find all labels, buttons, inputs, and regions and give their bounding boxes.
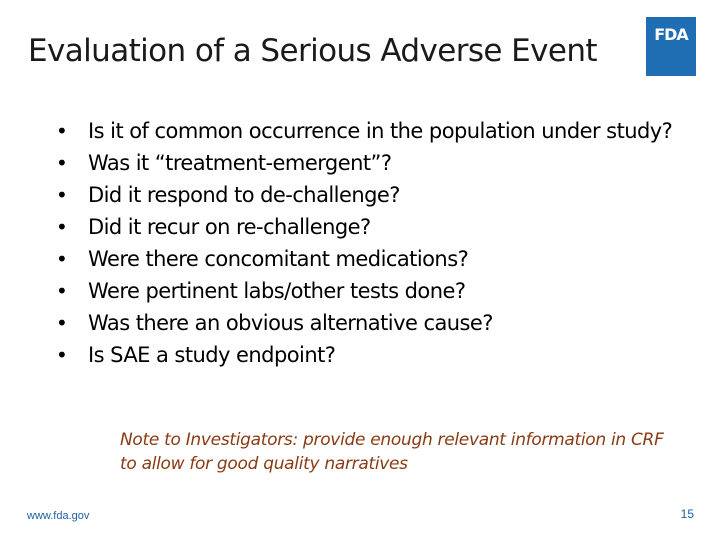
bullet-item: • Did it respond to de-challenge? <box>56 182 696 209</box>
investigator-note: Note to Investigators: provide enough relevant information in CRF to allow for good quality narratives <box>120 430 664 474</box>
bullet-list <box>56 118 696 374</box>
bullet-item: • Is it of common occurrence in the population under study? <box>56 118 696 145</box>
bullet-item: • Is SAE a study endpoint? <box>56 342 696 369</box>
fda-logo <box>646 17 696 76</box>
bullet-item: • Was there an obvious alternative cause? <box>56 310 696 337</box>
bullet-item: • Were there concomitant medications? <box>56 246 696 273</box>
bullet-item: • Were pertinent labs/other tests done? <box>56 278 696 305</box>
fda-logo-text: FDA <box>654 25 688 44</box>
footer-url: www.fda.gov <box>27 510 90 522</box>
page-number: 15 <box>680 507 694 521</box>
bullet-item: • Did it recur on re-challenge? <box>56 214 696 241</box>
slide-title: Evaluation of a Serious Adverse Event <box>28 33 597 69</box>
bullet-item: • Was it “treatment-emergent”? <box>56 150 696 177</box>
